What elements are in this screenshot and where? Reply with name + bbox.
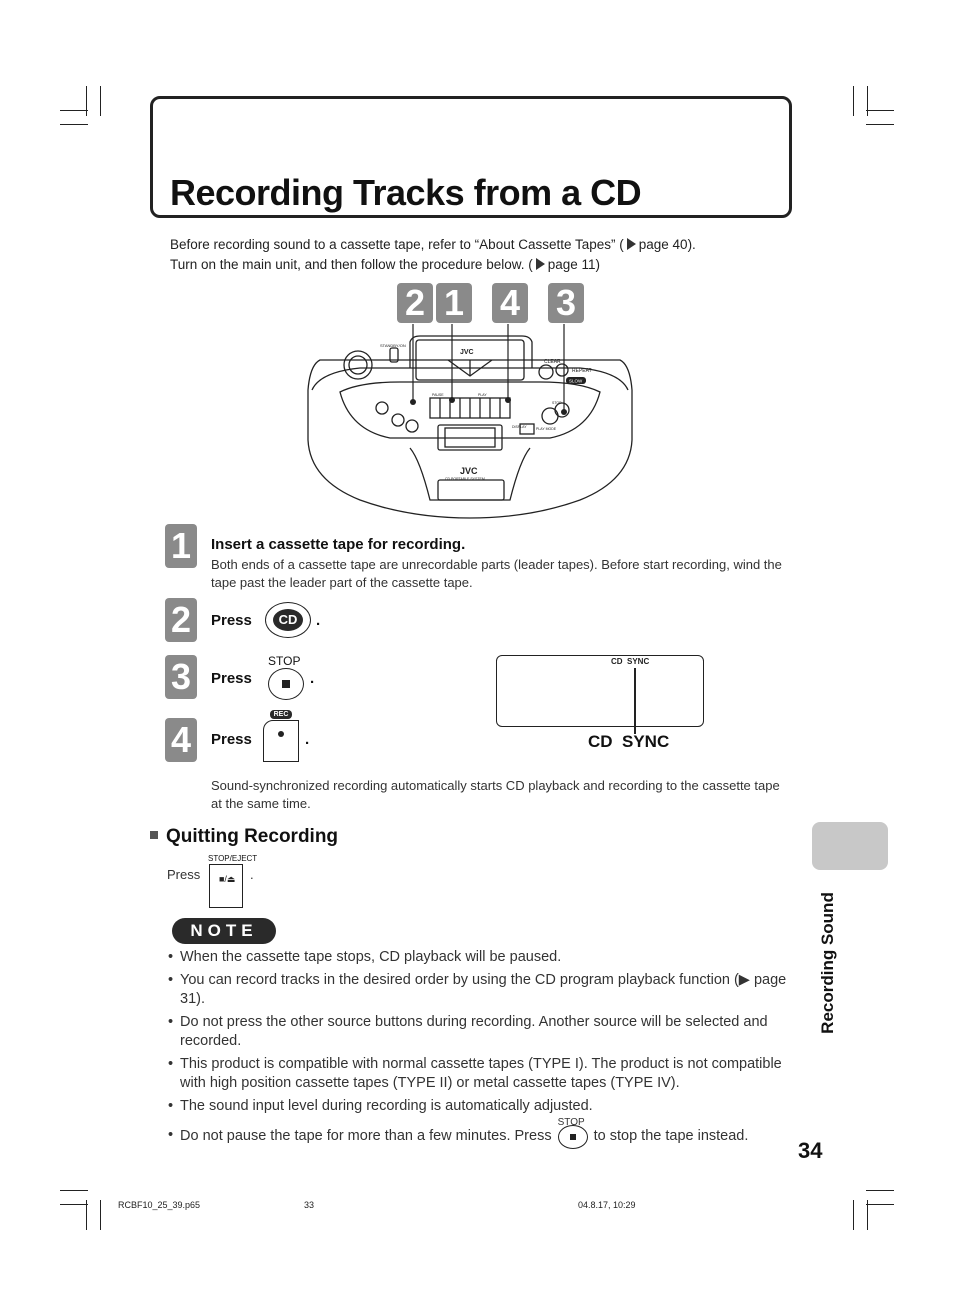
note-item: • You can record tracks in the desired order by using the CD program playback function (▶ page 31).	[168, 971, 798, 1009]
step-2-suffix: .	[316, 612, 321, 629]
note-item: • The sound input level during recording is automatically adjusted.	[168, 1097, 798, 1116]
section-tab	[812, 822, 888, 870]
pause-label: PAUSE	[432, 393, 444, 397]
stop-icon	[570, 1134, 576, 1140]
step-4-number: 4	[165, 718, 197, 762]
section-label	[808, 878, 848, 1048]
intro-text: Before recording sound to a cassette tape, refer to “About Cassette Tapes” (	[170, 237, 624, 252]
arrow-right-icon	[536, 258, 545, 270]
rec-badge: REC	[270, 710, 292, 719]
play-label: PLAY	[478, 393, 487, 397]
quitting-title-text: Quitting Recording	[166, 826, 339, 847]
stop-button-caption: STOP	[268, 654, 301, 668]
note-last-text: Do not pause the tape for more than a few minutes. Press	[180, 1128, 552, 1144]
page-number: 34	[798, 1138, 823, 1163]
callout-4: 4	[492, 283, 528, 323]
intro-line-1	[170, 237, 696, 252]
clear-label: CLEAR	[544, 359, 561, 365]
rec-button[interactable]	[263, 720, 299, 762]
note-item: • Do not press the other source buttons during recording. Another source will be selected and recorded.	[168, 1013, 798, 1051]
display-caption: CD SYNC	[588, 732, 670, 751]
cd-button[interactable]	[265, 602, 311, 638]
footer-date: 04.8.17, 10:29	[578, 1200, 636, 1210]
step-2-number: 2	[165, 598, 197, 642]
cd-button-label: CD	[273, 609, 303, 631]
stop-inline-circle	[558, 1125, 588, 1149]
stop-eject-caption: STOP/EJECT	[208, 854, 258, 863]
display-label: DISPLAY	[512, 425, 527, 429]
standby-label: STANDBY/ON	[380, 343, 406, 348]
stop-label: STOP	[552, 401, 562, 405]
quitting-suffix: .	[250, 867, 254, 882]
intro-line-2	[170, 257, 600, 272]
note-last-text-end: to stop the tape instead.	[593, 1128, 749, 1144]
step-3-suffix: .	[310, 670, 315, 687]
quitting-press: Press	[167, 867, 201, 882]
brand-logo-front: JVC	[460, 466, 478, 476]
intro-text: Turn on the main unit, and then follow the procedure below. (	[170, 257, 533, 272]
note-badge: NOTE	[172, 918, 276, 944]
stop-icon	[282, 680, 290, 688]
callout-1: 1	[436, 283, 472, 323]
note-item: • This product is compatible with normal cassette tapes (TYPE I). The product is not compatible with high position cassette tapes (TYPE II) or metal cassette tapes (TYPE IV).	[168, 1055, 798, 1093]
stop-eject-icon: ■/⏏	[219, 874, 236, 884]
step-1-number: 1	[165, 524, 197, 568]
slow-label: SLOW	[569, 378, 583, 384]
footer-page: 33	[304, 1200, 315, 1210]
note-item-last	[168, 1117, 798, 1146]
pointer-line	[634, 668, 636, 734]
stop-inline-caption: STOP	[557, 1117, 585, 1128]
step-3-press: Press	[211, 670, 252, 687]
callout-2: 2	[397, 283, 433, 323]
footer-file: RCBF10_25_39.p65	[118, 1200, 201, 1210]
step-1-heading: Insert a cassette tape for recording.	[211, 536, 466, 553]
boombox-illustration	[300, 320, 640, 525]
step-4-suffix: .	[305, 731, 310, 748]
rec-dot-icon	[278, 731, 284, 737]
page-title: Recording Tracks from a CD	[170, 172, 642, 213]
intro-ref: page 40).	[638, 237, 696, 252]
display-indicator: CD SYNC	[611, 657, 650, 666]
quitting-section-title	[150, 826, 338, 848]
step-3-number: 3	[165, 655, 197, 699]
note-list	[168, 948, 798, 1150]
display-panel	[496, 655, 704, 727]
square-bullet-icon	[150, 831, 158, 839]
stop-eject-button[interactable]	[209, 864, 243, 908]
section-label-text: Recording Sound	[818, 892, 837, 1034]
stop-inline-button[interactable]	[556, 1117, 590, 1146]
step-2-press: Press	[211, 612, 252, 629]
callout-3: 3	[548, 283, 584, 323]
repeat-label: REPEAT	[572, 368, 592, 374]
brand-logo: JVC	[460, 349, 474, 356]
playmode-label: PLAY MODE	[536, 427, 557, 431]
step-4-press: Press	[211, 731, 252, 748]
step-1-text: Both ends of a cassette tape are unrecordable parts (leader tapes). Before start recording, wind the tape past the leader part of the cassette tape.	[211, 557, 782, 590]
note-item: • When the cassette tape stops, CD playback will be paused.	[168, 948, 798, 967]
device-subtitle: CD PORTABLE SYSTEM	[445, 477, 485, 481]
intro-ref: page 11)	[547, 257, 601, 272]
sync-description: Sound-synchronized recording automatically starts CD playback and recording to the cassette tape at the same time.	[211, 778, 780, 811]
arrow-right-icon	[627, 238, 636, 250]
stop-button[interactable]	[268, 668, 304, 700]
